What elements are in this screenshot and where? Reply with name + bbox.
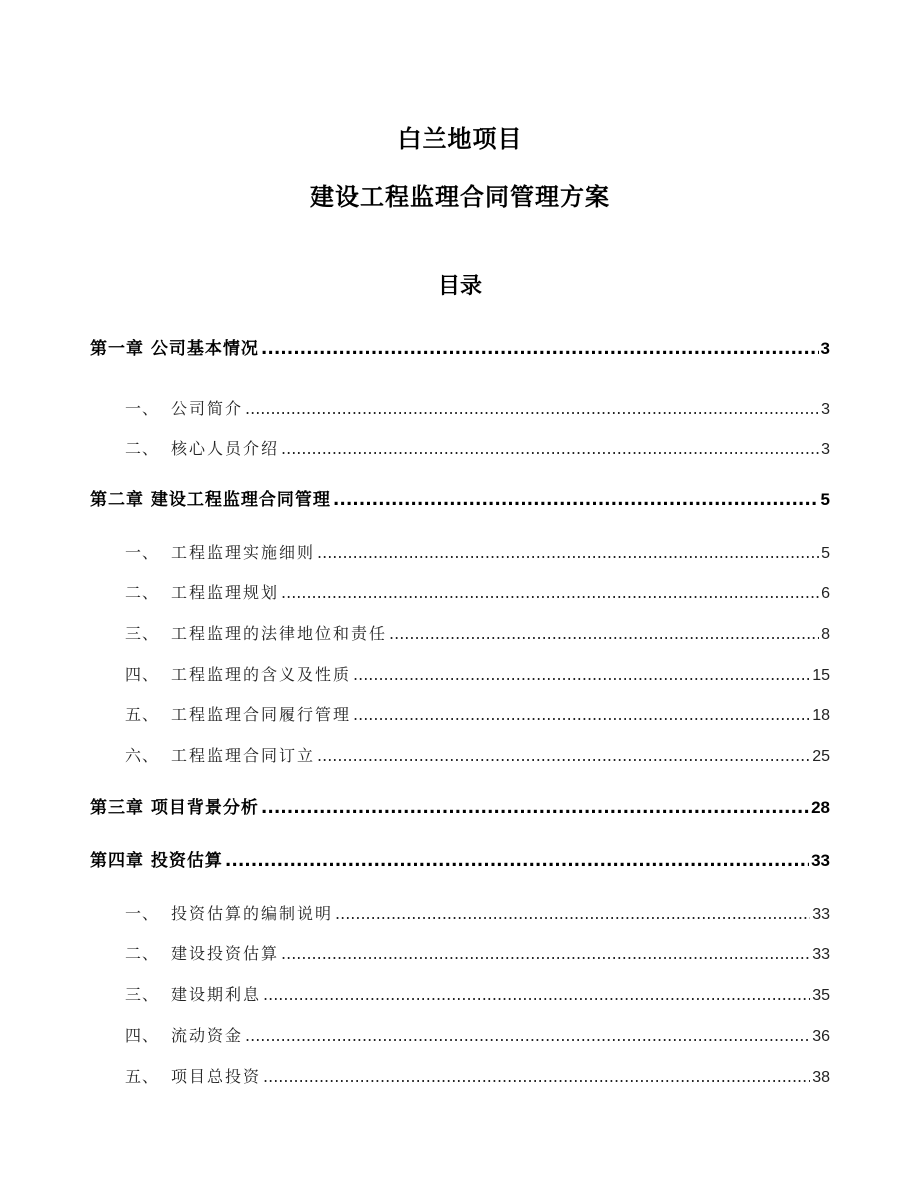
toc-heading: 目录 bbox=[437, 274, 482, 299]
toc-page-number: 3 bbox=[821, 401, 830, 418]
toc-page-number: 33 bbox=[812, 946, 830, 963]
document-title: 白兰地项目 bbox=[397, 125, 523, 153]
toc-section-number: 二、 bbox=[125, 439, 160, 458]
toc-section-number: 六、 bbox=[125, 746, 160, 765]
toc-entry-label: 工程监理实施细则 bbox=[171, 543, 316, 562]
toc-entry-label: 第一章 公司基本情况 bbox=[90, 339, 259, 359]
toc-section-number: 一、 bbox=[125, 543, 160, 562]
toc-entry-label: 流动资金 bbox=[171, 1026, 244, 1045]
toc-page-number: 5 bbox=[821, 545, 830, 562]
toc-leader bbox=[245, 397, 819, 421]
toc-page-number: 38 bbox=[812, 1069, 830, 1086]
toc-entry-label: 投资估算的编制说明 bbox=[171, 904, 334, 923]
toc-section-2-4[interactable] bbox=[125, 663, 830, 688]
toc-leader bbox=[281, 942, 810, 966]
toc-leader bbox=[261, 796, 809, 820]
toc-chapter-4[interactable] bbox=[90, 849, 830, 873]
toc-page-number: 36 bbox=[812, 1028, 830, 1045]
toc-section-number: 二、 bbox=[125, 944, 160, 963]
toc-entry-label: 核心人员介绍 bbox=[171, 439, 280, 458]
toc-section-4-4[interactable] bbox=[125, 1024, 830, 1049]
toc-chapter-2[interactable] bbox=[90, 488, 830, 512]
toc-leader bbox=[263, 983, 810, 1007]
toc-section-2-6[interactable] bbox=[125, 744, 830, 769]
toc-entry-label: 工程监理合同履行管理 bbox=[171, 705, 352, 724]
toc-leader bbox=[333, 488, 819, 512]
toc-page-number: 33 bbox=[812, 906, 830, 923]
toc-leader bbox=[245, 1024, 810, 1048]
toc-chapter-1[interactable] bbox=[90, 337, 830, 361]
toc-entry-label: 工程监理的含义及性质 bbox=[171, 665, 352, 684]
toc-section-number: 四、 bbox=[125, 665, 160, 684]
toc-page-number: 6 bbox=[821, 585, 830, 602]
toc-section-4-3[interactable] bbox=[125, 983, 830, 1008]
toc-leader bbox=[389, 622, 819, 646]
toc-leader bbox=[225, 849, 809, 873]
toc-section-4-2[interactable] bbox=[125, 942, 830, 967]
toc-section-4-1[interactable] bbox=[125, 902, 830, 927]
toc-entry-label: 工程监理合同订立 bbox=[171, 746, 316, 765]
toc-leader bbox=[281, 437, 819, 461]
toc-leader bbox=[317, 541, 819, 565]
toc-section-number: 五、 bbox=[125, 705, 160, 724]
toc-leader bbox=[335, 902, 810, 926]
toc-leader bbox=[317, 744, 810, 768]
toc-entry-label: 第二章 建设工程监理合同管理 bbox=[90, 490, 331, 510]
toc-section-number: 五、 bbox=[125, 1067, 160, 1086]
toc-section-2-3[interactable] bbox=[125, 622, 830, 647]
toc-section-2-5[interactable] bbox=[125, 703, 830, 728]
toc-page-number: 18 bbox=[812, 707, 830, 724]
toc-page-number: 28 bbox=[811, 798, 830, 817]
toc-section-number: 三、 bbox=[125, 985, 160, 1004]
toc-section-number: 一、 bbox=[125, 904, 160, 923]
document-subtitle: 建设工程监理合同管理方案 bbox=[310, 183, 610, 211]
toc-page-number: 3 bbox=[820, 339, 830, 358]
toc-section-2-2[interactable] bbox=[125, 581, 830, 606]
toc-leader bbox=[353, 663, 810, 687]
toc-section-number: 二、 bbox=[125, 583, 160, 602]
toc-page-number: 33 bbox=[811, 851, 830, 870]
toc-entry-label: 公司简介 bbox=[171, 399, 244, 418]
toc-section-1-2[interactable] bbox=[125, 437, 830, 462]
toc-leader bbox=[281, 581, 819, 605]
toc-chapter-3[interactable] bbox=[90, 796, 830, 820]
toc-leader bbox=[261, 337, 819, 361]
toc-entry-label: 工程监理的法律地位和责任 bbox=[171, 624, 388, 643]
toc-page-number: 35 bbox=[812, 987, 830, 1004]
toc-entry-label: 工程监理规划 bbox=[171, 583, 280, 602]
toc-entry-label: 第三章 项目背景分析 bbox=[90, 798, 259, 818]
toc-leader bbox=[263, 1065, 810, 1089]
toc-section-4-5[interactable] bbox=[125, 1065, 830, 1090]
toc-leader bbox=[353, 703, 810, 727]
toc-entry-label: 建设投资估算 bbox=[171, 944, 280, 963]
toc-entry-label: 建设期利息 bbox=[171, 985, 262, 1004]
toc-section-number: 一、 bbox=[125, 399, 160, 418]
toc-page-number: 8 bbox=[821, 626, 830, 643]
toc-page-number: 3 bbox=[821, 441, 830, 458]
toc-section-number: 四、 bbox=[125, 1026, 160, 1045]
toc-page-number: 15 bbox=[812, 667, 830, 684]
toc-page-number: 5 bbox=[820, 490, 830, 509]
toc-page-number: 25 bbox=[812, 748, 830, 765]
toc-section-number: 三、 bbox=[125, 624, 160, 643]
toc-section-1-1[interactable] bbox=[125, 397, 830, 422]
toc-entry-label: 第四章 投资估算 bbox=[90, 851, 223, 871]
toc-section-2-1[interactable] bbox=[125, 541, 830, 566]
toc-entry-label: 项目总投资 bbox=[171, 1067, 262, 1086]
